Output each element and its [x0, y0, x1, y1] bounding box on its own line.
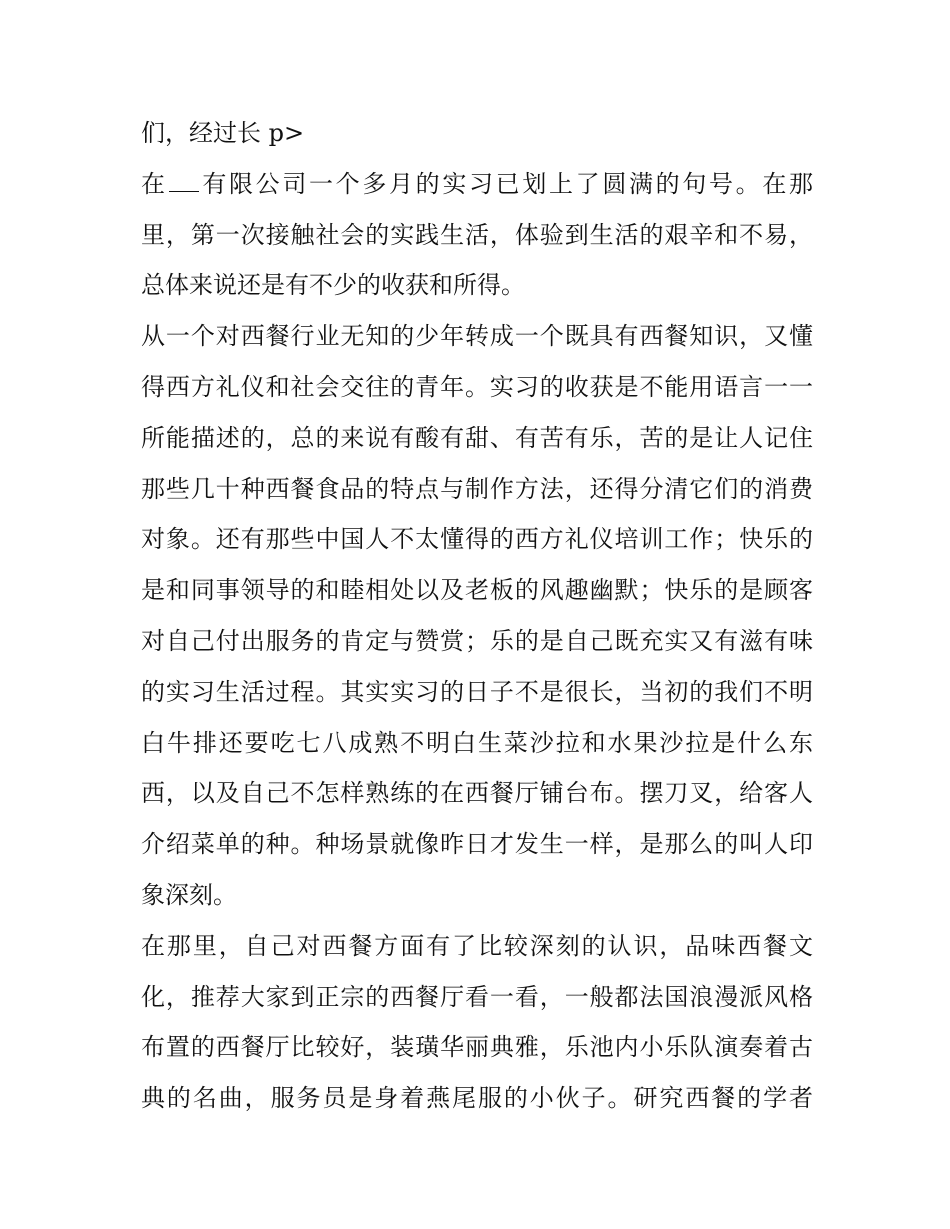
text-line: 在那里，自己对西餐方面有了比较深刻的认识，品味西餐文 — [141, 931, 813, 960]
document-body — [141, 108, 813, 1124]
text-line: 布置的西餐厅比较好，装璜华丽典雅，乐池内小乐队演奏着古 — [141, 1033, 813, 1062]
text-line: 典的名曲，服务员是身着燕尾服的小伙子。研究西餐的学者 — [141, 1084, 813, 1113]
text-line: 所能描述的，总的来说有酸有甜、有苦有乐，苦的是让人记住 — [141, 423, 813, 452]
text-line: 那些几十种西餐食品的特点与制作方法，还得分清它们的消费 — [141, 474, 813, 503]
text-line: 象深刻。 — [141, 880, 237, 909]
line-text-before: 在 — [141, 169, 168, 198]
text-line: 对自己付出服务的肯定与赞赏；乐的是自己既充实又有滋有味 — [141, 626, 813, 655]
text-line: 白牛排还要吃七八成熟不明白生菜沙拉和水果沙拉是什么东 — [141, 728, 813, 757]
text-line: 从一个对西餐行业无知的少年转成一个既具有西餐知识，又懂 — [141, 322, 813, 351]
text-line: 得西方礼仪和社会交往的青年。实习的收获是不能用语言一一 — [141, 372, 813, 401]
text-line: 总体来说还是有不少的收获和所得。 — [141, 271, 525, 300]
line-text-after: 有限公司一个多月的实习已划上了圆满的句号。在那 — [199, 169, 814, 198]
text-line: 们，经过长 p> — [141, 119, 305, 147]
text-line: 西，以及自己不怎样熟练的在西餐厅铺台布。摆刀叉，给客人 — [141, 779, 813, 808]
text-line: 对象。还有那些中国人不太懂得的西方礼仪培训工作；快乐的 — [141, 525, 813, 554]
text-line: 化，推荐大家到正宗的西餐厅看一看，一般都法国浪漫派风格 — [141, 982, 813, 1011]
text-line: 的实习生活过程。其实实习的日子不是很长，当初的我们不明 — [141, 677, 813, 706]
text-line — [141, 159, 813, 210]
text-line: 是和同事领导的和睦相处以及老板的风趣幽默；快乐的是顾客 — [141, 576, 813, 605]
text-line: 里，第一次接触社会的实践生活，体验到生活的艰辛和不易， — [141, 220, 813, 249]
text-line: 介绍菜单的种。种场景就像昨日才发生一样，是那么的叫人印 — [141, 830, 813, 859]
fill-in-blank — [169, 171, 199, 192]
